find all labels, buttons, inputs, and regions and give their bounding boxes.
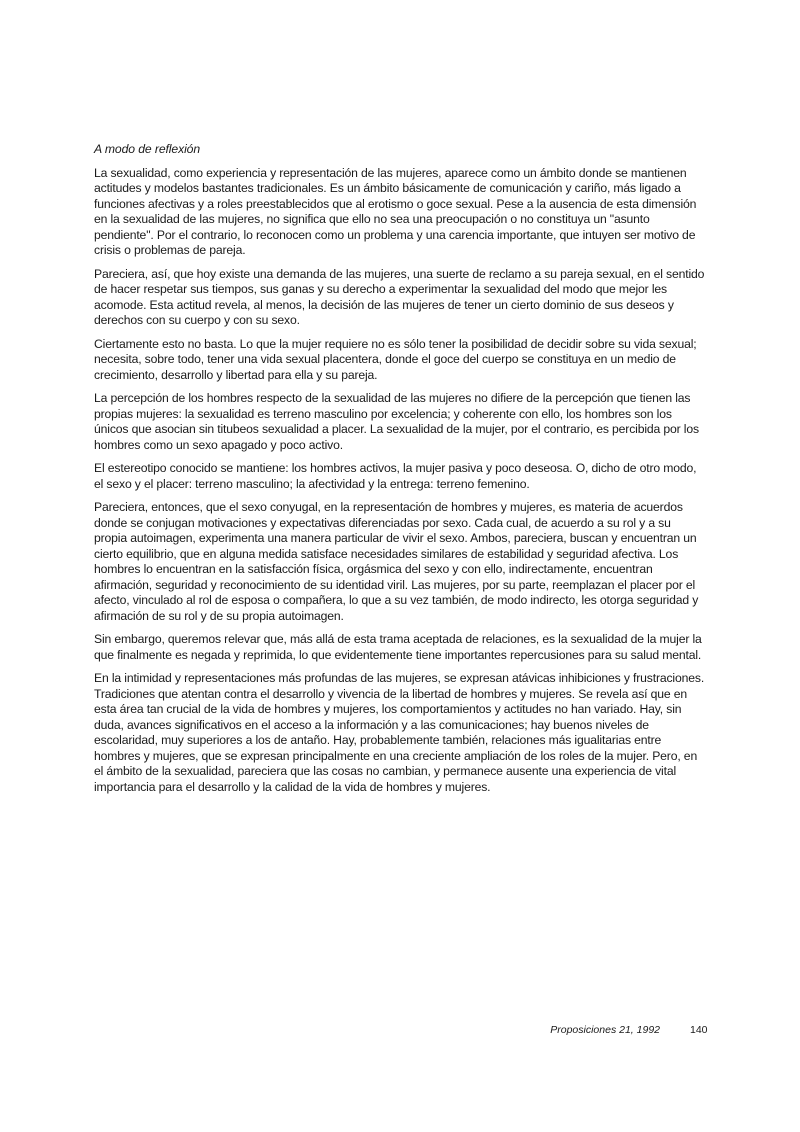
document-body bbox=[94, 142, 706, 803]
page-footer bbox=[0, 1024, 800, 1040]
paragraph-1: La sexualidad, como experiencia y representación de las mujeres, aparece como un ámbito donde se mantienen actitudes y modelos bastantes tradicionales. Es un ámbito básicamente de comunicación y cariño, más ligado a funciones afectivas y a roles preestablecidos que al erotismo o goce sexual. Pese a la ausencia de esta dimensión en la sexualidad de las mujeres, no significa que ello no sea una preocupación o no constituya un "asunto pendiente". Por el contrario, lo reconocen como un problema y una carencia importante, que intuyen ser motivo de crisis o problemas de pareja. bbox=[94, 165, 697, 257]
paragraph-5: El estereotipo conocido se mantiene: los hombres activos, la mujer pasiva y poco deseosa. O, dicho de otro modo, el sexo y el placer: terreno masculino; la afectividad y la entrega: terreno femenino. bbox=[94, 461, 697, 491]
paragraph-7: Sin embargo, queremos relevar que, más allá de esta trama aceptada de relaciones, es la sexualidad de la mujer la que finalmente es negada y reprimida, lo que evidentemente tiene importantes repercusiones para su salud mental. bbox=[94, 632, 702, 662]
paragraph-2: Pareciera, así, que hoy existe una demanda de las mujeres, una suerte de reclamo a su pareja sexual, en el sentido de hacer respetar sus tiempos, sus ganas y su derecho a experimentar la sexualidad del modo que mejor les acomode. Esta actitud revela, al menos, la decisión de las mujeres de tener un cierto dominio de sus deseos y derechos con su cuerpo y con su sexo. bbox=[94, 266, 705, 327]
paragraph-4: La percepción de los hombres respecto de la sexualidad de las mujeres no difiere de la percepción que tienen las propias mujeres: la sexualidad es terreno masculino por excelencia; y coherente con ello, los hombres son los únicos que asocian sin titubeos sexualidad a placer. La sexualidad de la mujer, por el contrario, es percibida por los hombres como un sexo apagado y poco activo. bbox=[94, 391, 699, 452]
page-number: 140 bbox=[690, 1024, 708, 1036]
paragraph-6: Pareciera, entonces, que el sexo conyugal, en la representación de hombres y mujeres, es materia de acuerdos donde se conjugan motivaciones y expectativas diferenciadas por sexo. Cada cual, de acuerdo a su rol y a su propia autoimagen, experimenta una manera particular de vivir el sexo. Ambos, pareciera, buscan y encuentran un cierto equilibrio, que en alguna medida satisface necesidades similares de estabilidad y seguridad afectiva. Los hombres lo encuentran en la satisfacción física, orgásmica del sexo y con ello, indirectamente, encuentran afirmación, seguridad y reconocimiento de su identidad viril. Las mujeres, por su parte, reemplazan el placer por el afecto, vinculado al rol de esposa o compañera, lo que a su vez también, de modo indirecto, les otorga seguridad y afirmación de su rol y de su propia autoimagen. bbox=[94, 500, 699, 623]
paragraph-3: Ciertamente esto no basta. Lo que la mujer requiere no es sólo tener la posibilidad de decidir sobre su vida sexual; necesita, sobre todo, tener una vida sexual placentera, donde el goce del cuerpo se constituya en un medio de crecimiento, desarrollo y libertad para ella y su pareja. bbox=[94, 336, 697, 382]
paragraph-8: En la intimidad y representaciones más profundas de las mujeres, se expresan atávicas inhibiciones y frustraciones. Tradiciones que atentan contra el desarrollo y vivencia de la libertad de hombres y mujeres. Se revela así que en esta área tan crucial de la vida de hombres y mujeres, los comportamientos y actitudes no han variado. Hay, sin duda, avances significativos en el acceso a la información y a las comunicaciones; hay buenos niveles de escolaridad, muy superiores a los de antaño. Hay, probablemente también, relaciones más igualitarias entre hombres y mujeres, que se expresan principalmente en una creciente ampliación de los roles de la mujer. Pero, en el ámbito de la sexualidad, pareciera que las cosas no cambian, y permanece ausente una experiencia de vital importancia para el desarrollo y la calidad de la vida de hombres y mujeres. bbox=[94, 671, 705, 794]
section-title: A modo de reflexión bbox=[94, 142, 201, 156]
footer-journal-citation: Proposiciones 21, 1992 bbox=[550, 1024, 660, 1036]
